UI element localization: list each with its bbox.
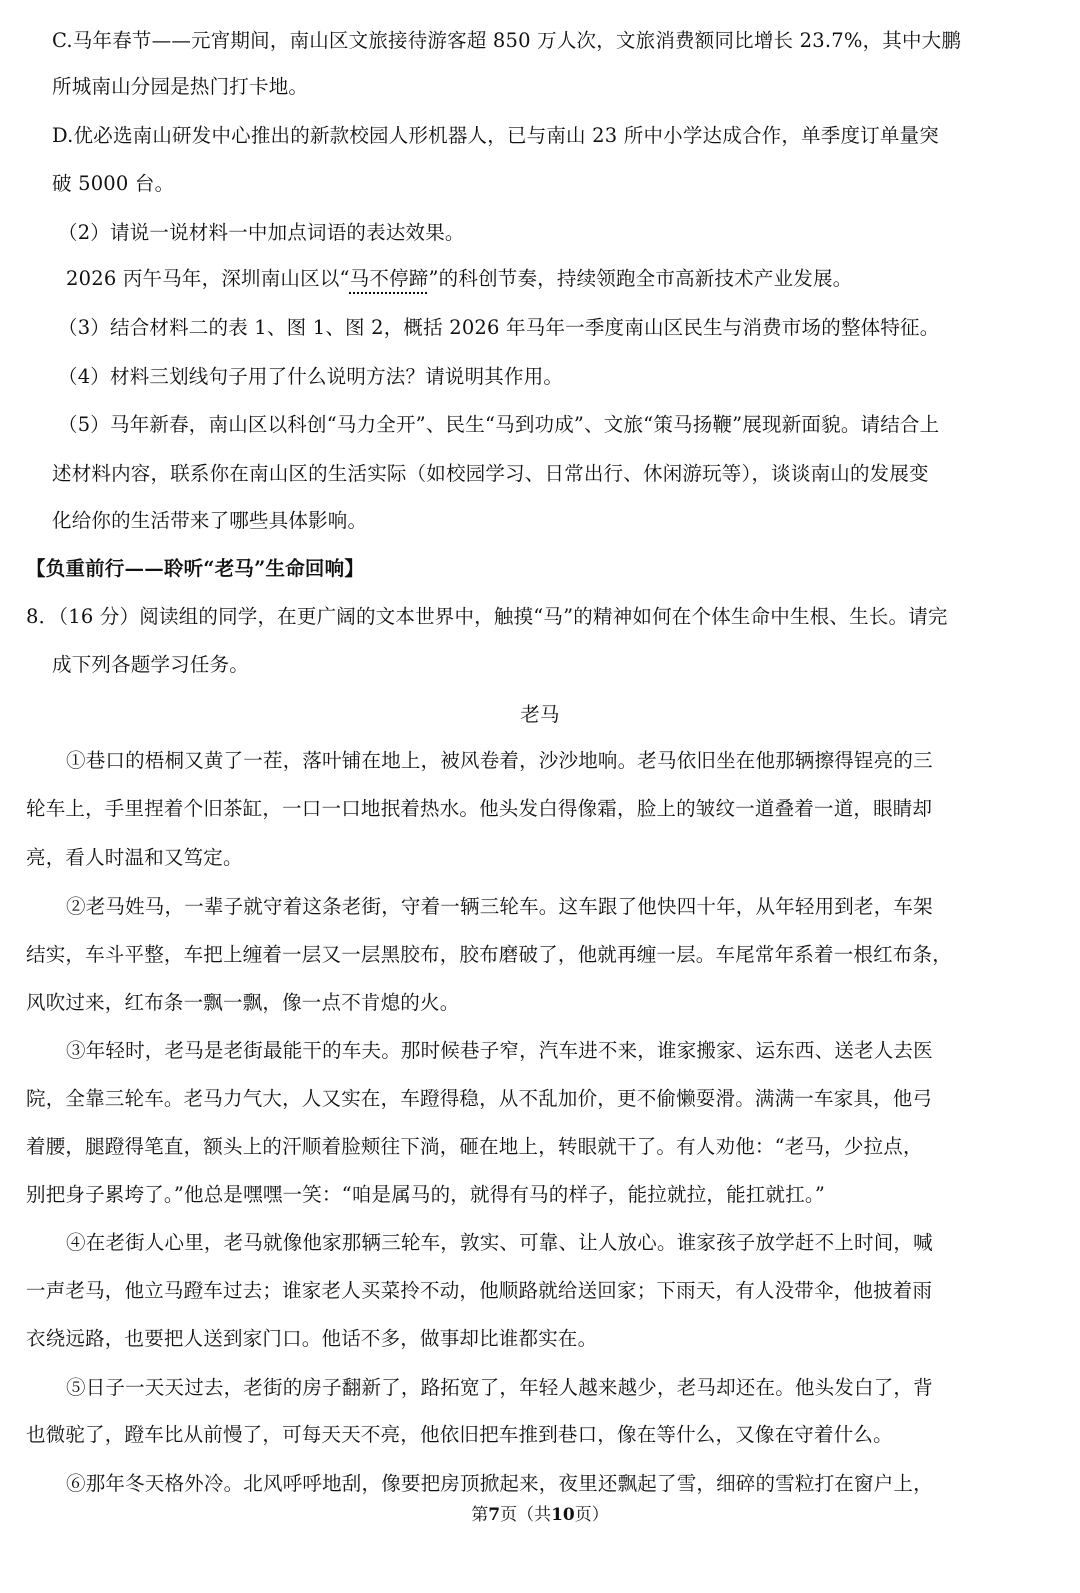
paragraph-2-line2: 结实，车斗平整，车把上缠着一层又一层黑胶布，胶布磨破了，他就再缠一层。车尾常年系着一根红布条， (26, 943, 952, 966)
question-8-line1: 8．（16 分）阅读组的同学，在更广阔的文本世界中，触摸“马”的精神如何在个体生命中生根、生长。请完 (26, 605, 948, 628)
material-sentence-before: 2026 丙午马年，深圳南山区以“ (66, 267, 350, 290)
paragraph-4-line3: 衣绕远路，也要把人送到家门口。他话不多，做事却比谁都实在。 (26, 1327, 598, 1350)
paragraph-4-line2: 一声老马，他立马蹬车过去；谁家老人买菜拎不动，他顺路就给送回家；下雨天，有人没带伞，他披着雨 (26, 1279, 933, 1302)
footer-prefix: 第 (471, 1505, 489, 1525)
question-8-line2: 成下列各题学习任务。 (52, 653, 250, 676)
paragraph-1-line3: 亮，看人时温和又笃定。 (26, 846, 243, 869)
paragraph-2-line1: ②老马姓马，一辈子就守着这条老街，守着一辆三轮车。这车跟了他快四十年，从年轻用到老，车架 (66, 895, 933, 918)
paragraph-5-line2: 也微驼了，蹬车比从前慢了，可每天天不亮，他依旧把车推到巷口，像在等什么，又像在守着什么。 (26, 1423, 893, 1446)
paragraph-3-line1: ③年轻时，老马是老街最能干的车夫。那时候巷子窄，汽车进不来，谁家搬家、运东西、送老人去医 (66, 1039, 933, 1062)
sub-question-2: （2）请说一说材料一中加点词语的表达效果。 (58, 221, 465, 244)
paragraph-6-line1: ⑥那年冬天格外冷。北风呼呼地刮，像要把房顶掀起来，夜里还飘起了雪，细碎的雪粒打在窗户上， (66, 1472, 933, 1495)
footer-total-pages: 10 (551, 1505, 575, 1525)
sub-question-4: （4）材料三划线句子用了什么说明方法？请说明其作用。 (58, 365, 564, 388)
material-sentence (66, 264, 852, 294)
footer-suffix: 页） (574, 1505, 609, 1525)
page-footer (0, 1503, 1080, 1527)
sub-question-5-line2: 述材料内容，联系你在南山区的生活实际（如校园学习、日常出行、休闲游玩等），谈谈南山的发展变 (52, 462, 929, 485)
paragraph-1-line2: 轮车上，手里捏着个旧茶缸，一口一口地抿着热水。他头发白得像霜，脸上的皱纹一道叠着一道，眼睛却 (26, 797, 933, 820)
footer-current-page: 7 (488, 1505, 501, 1525)
footer-middle: 页（共 (500, 1505, 552, 1525)
sub-question-5-line3: 化给你的生活带来了哪些具体影响。 (52, 509, 368, 532)
article-title: 老马 (520, 703, 560, 726)
material-sentence-after: ”的科创节奏，持续领跑全市高新技术产业发展。 (428, 267, 853, 290)
option-d-line2: 破 5000 台。 (52, 172, 175, 195)
paragraph-3-line3: 着腰，腿蹬得笔直，额头上的汗顺着脸颊往下淌，砸在地上，转眼就干了。有人劝他：“老马，少拉点， (26, 1135, 923, 1158)
paragraph-3-line2: 院，全靠三轮车。老马力气大，人又实在，车蹬得稳，从不乱加价，更不偷懒耍滑。满满一车家具，他弓 (26, 1087, 933, 1110)
paragraph-4-line1: ④在老街人心里，老马就像他家那辆三轮车，敦实、可靠、让人放心。谁家孩子放学赶不上时间，喊 (66, 1231, 933, 1254)
paragraph-2-line3: 风吹过来，红布条一飘一飘，像一点不肯熄的火。 (26, 991, 460, 1014)
paragraph-3-line4: 别把身子累垮了。”他总是嘿嘿一笑：“咱是属马的，就得有马的样子，能拉就拉，能扛就扛。” (26, 1183, 826, 1206)
section-heading: 【负重前行——聆听“老马”生命回响】 (26, 557, 365, 580)
option-c-line1: C.马年春节——元宵期间，南山区文旅接待游客超 850 万人次，文旅消费额同比增长 23.7%，其中大鹏 (52, 29, 962, 52)
sub-question-3: （3）结合材料二的表 1、图 1、图 2，概括 2026 年马年一季度南山区民生与消费市场的整体特征。 (58, 316, 940, 339)
option-c-line2: 所城南山分园是热门打卡地。 (52, 75, 309, 98)
sub-question-5-line1: （5）马年新春，南山区以科创“马力全开”、民生“马到功成”、文旅“策马扬鞭”展现新面貌。请结合上 (58, 413, 940, 436)
option-d-line1: D.优必选南山研发中心推出的新款校园人形机器人，已与南山 23 所中小学达成合作，单季度订单量突 (52, 124, 939, 147)
paragraph-5-line1: ⑤日子一天天过去，老街的房子翻新了，路拓宽了，年轻人越来越少，老马却还在。他头发白了，背 (66, 1376, 933, 1399)
dotted-words: 马不停蹄 (349, 267, 429, 290)
paragraph-1-line1: ①巷口的梧桐又黄了一茬，落叶铺在地上，被风卷着，沙沙地响。老马依旧坐在他那辆擦得锃亮的三 (66, 749, 933, 772)
